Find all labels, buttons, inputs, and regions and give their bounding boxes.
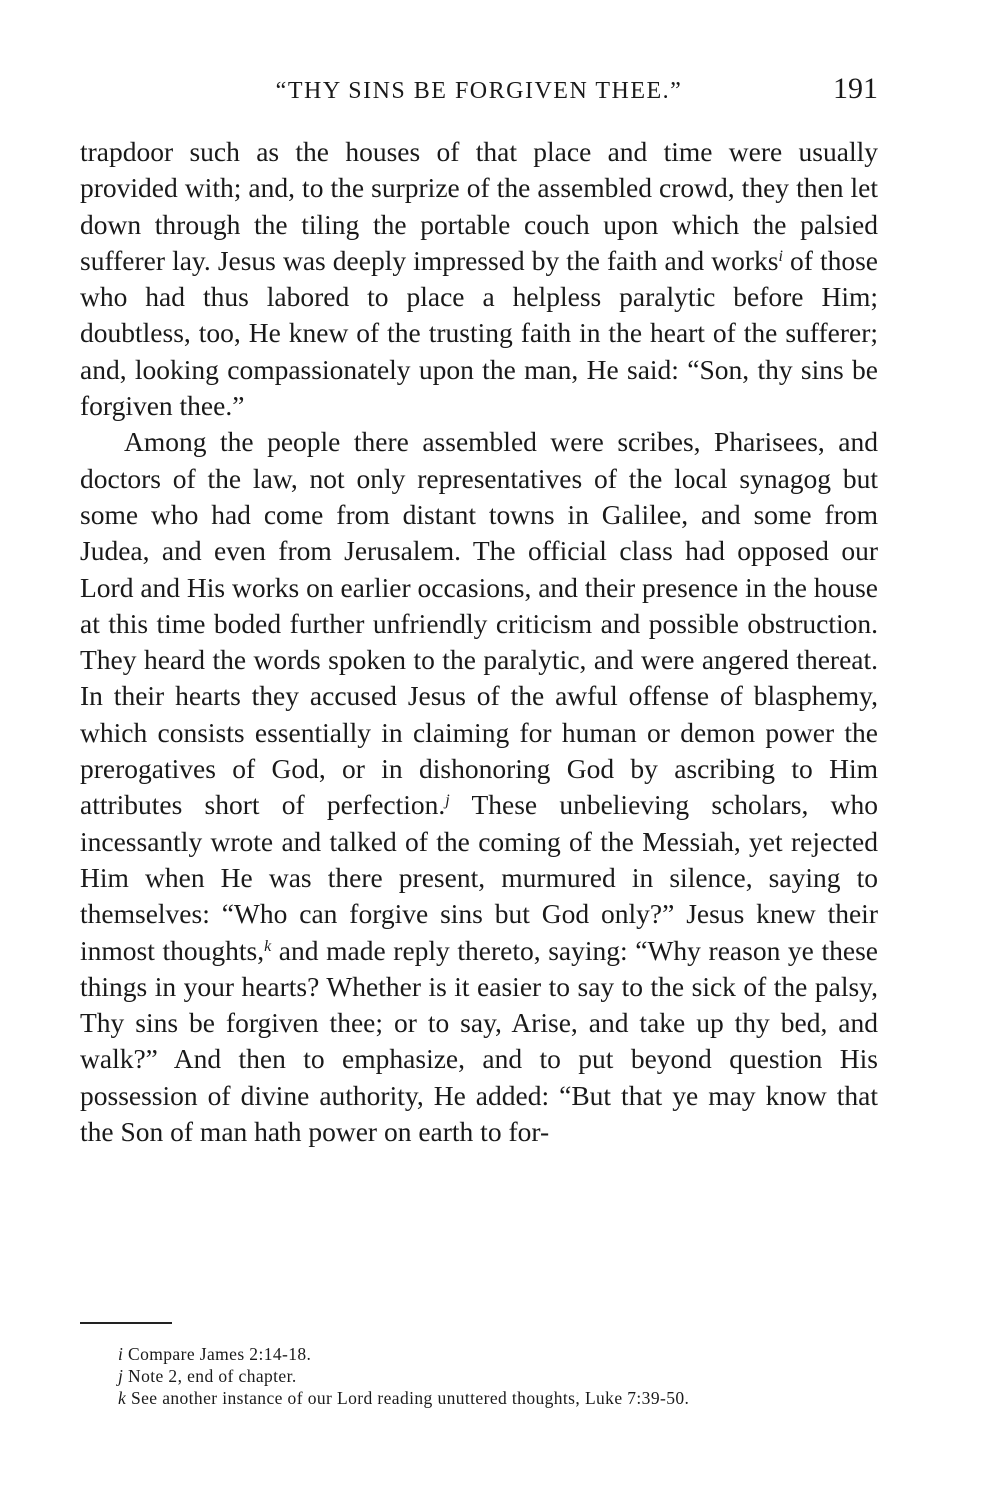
paragraph-1-text-a: trapdoor such as the houses of that place and time were usually provided with; and, to the surprize of the assembled crowd, they then let down through the tiling the portable couch upon which the palsied sufferer lay. Jesus was deeply impressed by the faith and works — [80, 136, 878, 276]
footnote-ref-j: j — [445, 792, 450, 810]
footnote-text: Note 2, end of chapter. — [123, 1366, 297, 1386]
footnote-divider — [80, 1322, 172, 1324]
footnote-j — [80, 1365, 870, 1387]
footnotes — [80, 1343, 870, 1409]
paragraph-2 — [80, 424, 878, 1150]
footnote-ref-i: i — [778, 247, 783, 265]
paragraph-2-text-c: and made reply thereto, saying: “Why reason ye these things in your hearts? Whether is it easier to say to the sick of the palsy, Thy sins be forgiven thee; or to say, Arise, and take up thy bed, and walk?” And then to emphasize, and to put beyond question His possession of divine authority, He added: “But that ye may know that the Son of man hath power on earth to for- — [80, 934, 878, 1148]
footnote-text: Compare James 2:14-18. — [123, 1344, 312, 1364]
footnote-marker: k — [118, 1388, 127, 1408]
paragraph-1 — [80, 134, 878, 424]
footnote-text: See another instance of our Lord reading unuttered thoughts, Luke 7:39-50. — [126, 1388, 690, 1408]
running-title: “THY SINS BE FORGIVEN THEE.” — [275, 78, 683, 104]
page-number: 191 — [833, 72, 878, 105]
paragraph-1-text-b: of those who had thus labored to place a helpless paralytic before Him; doubtless, too, He knew of the trusting faith in the heart of the sufferer; and, looking compassionately upon the man, He said: “Son, thy sins be forgiven thee.” — [80, 244, 878, 422]
running-head — [80, 70, 878, 120]
footnote-k — [80, 1387, 870, 1409]
footnote-ref-k: k — [264, 937, 272, 955]
paragraph-2-text-a: Among the people there assembled were scribes, Pharisees, and doctors of the law, not only representatives of the local synagog but some who had come from distant towns in Galilee, and some from Judea, and even from Jerusalem. The official class had opposed our Lord and His works on earlier occasions, and their presence in the house at this time boded further unfriendly criticism and possible obstruction. They heard the words spoken to the paralytic, and were angered thereat. In their hearts they accused Jesus of the awful offense of blasphemy, which consists essentially in claiming for human or demon power the prerogatives of God, or in dishonoring God by ascribing to Him attributes short of perfection. — [80, 426, 879, 821]
footnote-i — [80, 1343, 870, 1365]
body-text — [80, 134, 878, 1150]
footnote-marker: i — [118, 1344, 124, 1364]
paragraph-2-text-b: These unbelieving scholars, who incessantly wrote and talked of the coming of the Messiah, yet rejected Him when He was there present, murmured in silence, saying to themselves: “Who can forgive sins but God only?” Jesus knew their inmost thoughts, — [80, 789, 878, 966]
footnote-marker: j — [118, 1366, 124, 1386]
